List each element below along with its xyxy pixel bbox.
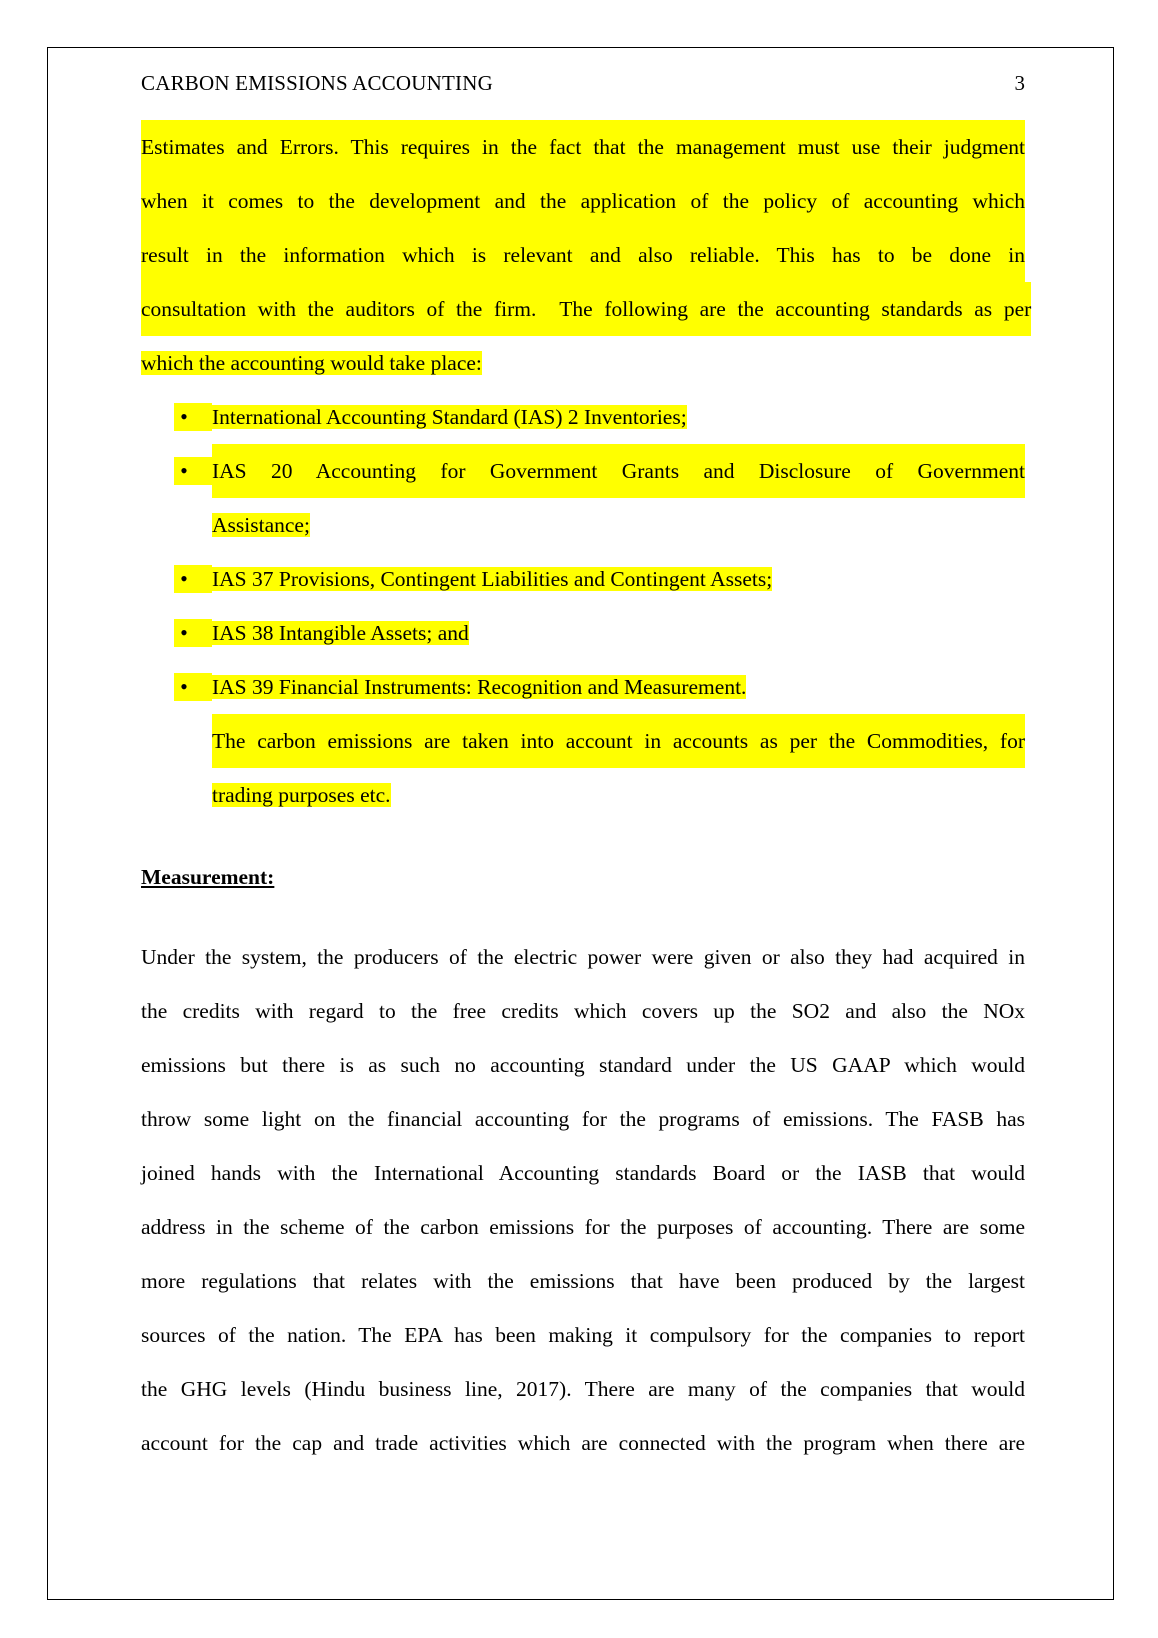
bullet-icon: • (180, 620, 188, 645)
line-text: consultation with the auditors of the firm. The following are the accounting standards as per (141, 282, 1031, 336)
bullet-icon: • (180, 674, 188, 699)
list-item (141, 390, 1025, 444)
list-item-text: IAS 39 Financial Instruments: Recognition and Measurement. (212, 675, 747, 699)
line-text: throw some light on the financial accounting for the programs of emissions. The FASB has (141, 1107, 1025, 1131)
list-item (141, 660, 1025, 714)
list-item-text: IAS 37 Provisions, Contingent Liabilities and Contingent Assets; (212, 567, 773, 591)
section-heading: Measurement: (141, 865, 275, 889)
paragraph-line (141, 336, 1025, 390)
intro-paragraph (141, 120, 1032, 390)
paragraph-line (141, 120, 1025, 174)
line-text: which the accounting would take place: (141, 351, 482, 375)
list-item (141, 552, 1025, 606)
running-head-title: CARBON EMISSIONS ACCOUNTING (141, 71, 493, 95)
paragraph-line (141, 1416, 1025, 1470)
paragraph-line (141, 1038, 1025, 1092)
paragraph-line (141, 1254, 1025, 1308)
line-text: more regulations that relates with the emissions that have been produced by the largest (141, 1269, 1025, 1293)
standards-list (141, 390, 1025, 822)
page-number: 3 (1014, 71, 1025, 95)
bullet-icon: • (180, 404, 188, 429)
paragraph-line (141, 1092, 1025, 1146)
list-item (141, 444, 1025, 552)
line-text: emissions but there is as such no accounting standard under the US GAAP which would (141, 1053, 1025, 1077)
line-text: sources of the nation. The EPA has been making it compulsory for the companies to report (141, 1323, 1025, 1347)
paragraph-line (141, 174, 1025, 228)
list-item-line (212, 498, 1025, 552)
list-item-text: Assistance; (212, 513, 310, 537)
line-text: when it comes to the development and the application of the policy of accounting which (141, 174, 1025, 228)
list-item-text: IAS 20 Accounting for Government Grants and Disclosure of Government (212, 444, 1025, 498)
commodities-note (141, 714, 1025, 822)
line-text: result in the information which is relevant and also reliable. This has to be done in (141, 228, 1025, 282)
bullet-icon: • (180, 458, 188, 483)
running-header (141, 68, 1025, 98)
paragraph-line (141, 930, 1025, 984)
list-item-line (212, 444, 1025, 498)
note-text: The carbon emissions are taken into account in accounts as per the Commodities, for (212, 714, 1025, 768)
line-text: the GHG levels (Hindu business line, 2017). There are many of the companies that would (141, 1377, 1025, 1401)
line-text: the credits with regard to the free credits which covers up the SO2 and also the NOx (141, 999, 1025, 1023)
paragraph-line (141, 1308, 1025, 1362)
paragraph-line (141, 1146, 1025, 1200)
line-text: joined hands with the International Accounting standards Board or the IASB that would (141, 1161, 1025, 1185)
paragraph-line (141, 984, 1025, 1038)
note-text: trading purposes etc. (212, 783, 391, 807)
line-text: address in the scheme of the carbon emissions for the purposes of accounting. There are some (141, 1215, 1025, 1239)
paragraph-line (141, 1200, 1025, 1254)
note-line (212, 714, 1025, 768)
note-line (212, 768, 1025, 822)
line-text: account for the cap and trade activities which are connected with the program when there are (141, 1431, 1025, 1455)
measurement-paragraph (141, 930, 1025, 1470)
list-item-text: IAS 38 Intangible Assets; and (212, 621, 469, 645)
list-item-text: International Accounting Standard (IAS) 2 Inventories; (212, 405, 687, 429)
paragraph-line (141, 1362, 1025, 1416)
bullet-icon: • (180, 566, 188, 591)
line-text: Estimates and Errors. This requires in the fact that the management must use their judgment (141, 120, 1025, 174)
paragraph-line (141, 282, 1032, 336)
list-item (141, 606, 1025, 660)
paragraph-line (141, 228, 1025, 282)
line-text: Under the system, the producers of the electric power were given or also they had acquired in (141, 945, 1025, 969)
